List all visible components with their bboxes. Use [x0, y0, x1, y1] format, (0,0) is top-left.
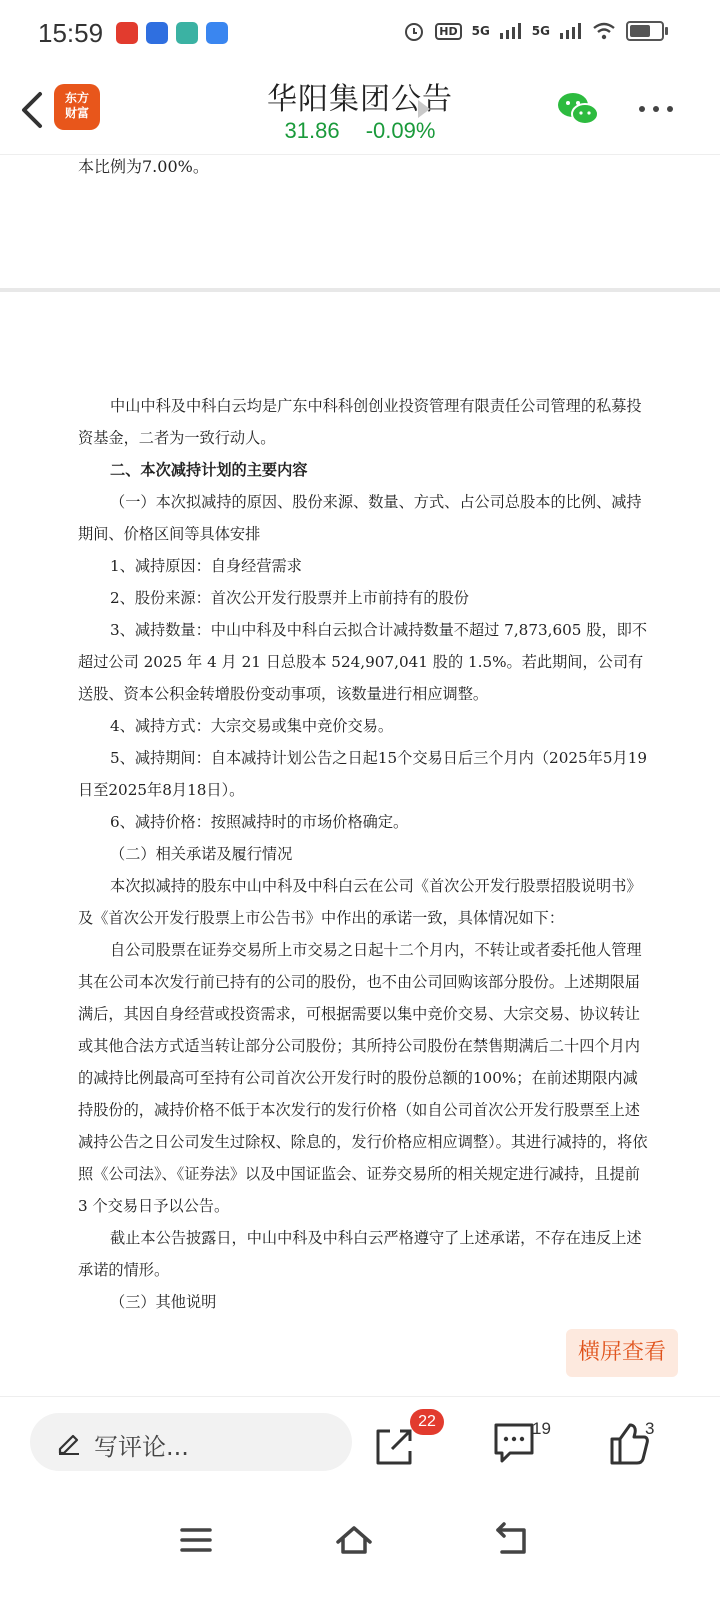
like-count: 3 — [645, 1419, 655, 1438]
more-options-icon[interactable] — [636, 94, 676, 124]
doc-subheading: （三）其他说明 — [110, 1293, 217, 1311]
comment-count: 19 — [532, 1419, 551, 1438]
share-count-badge: 22 — [410, 1409, 444, 1435]
stock-quote[interactable] — [0, 118, 720, 144]
doc-paragraph: 中山中科及中科白云均是广东中科科创创业投资管理有限责任公司管理的私募投资基金，二者为一致行动人。 — [78, 397, 642, 447]
notification-icons — [116, 22, 228, 44]
doc-list-item: 4、减持方式：大宗交易或集中竞价交易。 — [110, 717, 394, 735]
status-time: 15:59 — [38, 18, 104, 48]
doc-paragraph: （一）本次拟减持的原因、股份来源、数量、方式、占公司总股本的比例、减持期间、价格区间等具体安排 — [78, 493, 642, 543]
wechat-share-icon[interactable] — [556, 90, 600, 128]
comment-placeholder: 写评论... — [94, 1433, 189, 1461]
wifi-icon — [592, 22, 616, 40]
doc-list-item: 6、减持价格：按照减持时的市场价格确定。 — [110, 813, 409, 831]
baidu-icon — [146, 22, 168, 44]
bottom-action-bar — [0, 1396, 720, 1491]
alarm-icon — [403, 20, 425, 42]
previous-page-tail: 本比例为7.00%。 — [78, 157, 209, 176]
pencil-icon — [56, 1429, 82, 1455]
logo-line1: 东方 — [64, 91, 89, 105]
page-divider — [0, 288, 720, 292]
doc-list-item: 3、减持数量：中山中科及中科白云拟合计减持数量不超过 7,873,605 股，即不超过公司 2025 年 4 月 21 日总股本 524,907,041 股的 1.5%。若此期间，公司有送股、资本公积金转增股份变动事项，该数量进行相应调整。 — [78, 621, 648, 703]
5g-signal-icon: 5G — [531, 24, 550, 38]
logo-line2: 财富 — [64, 106, 89, 120]
menu-icon[interactable] — [176, 1520, 216, 1560]
back-nav-icon[interactable] — [492, 1520, 532, 1560]
status-bar — [0, 0, 720, 64]
doc-list-item: 2、股份来源：首次公开发行股票并上市前持有的股份 — [110, 589, 469, 607]
signal-bars-icon — [560, 23, 582, 39]
doc-list-item: 5、减持期间：自本减持计划公告之日起15个交易日后三个月内（2025年5月19日至2025年8月18日）。 — [78, 749, 648, 799]
comment-input[interactable] — [30, 1413, 352, 1471]
expand-arrow-icon[interactable] — [418, 100, 430, 118]
document-body — [78, 390, 648, 1318]
system-nav-bar — [0, 1490, 720, 1600]
system-icons — [403, 20, 664, 42]
map-icon — [206, 22, 228, 44]
battery-icon — [626, 21, 664, 41]
doc-subheading: （二）相关承诺及履行情况 — [110, 845, 293, 863]
home-icon[interactable] — [334, 1520, 374, 1560]
app-header — [0, 64, 720, 155]
hotel-icon — [176, 22, 198, 44]
doc-list-item: 1、减持原因：自身经营需求 — [110, 557, 302, 575]
page-title[interactable]: 华阳集团公告 — [267, 82, 453, 117]
doc-section-heading: 二、本次减持计划的主要内容 — [110, 461, 308, 479]
video-app-icon — [116, 22, 138, 44]
announcement-content[interactable] — [0, 154, 720, 1394]
landscape-view-button[interactable]: 横屏查看 — [566, 1329, 678, 1377]
like-thumb-icon[interactable] — [608, 1419, 668, 1469]
stock-change: -0.09% — [365, 118, 436, 143]
signal-bars-icon — [500, 23, 522, 39]
doc-paragraph: 自公司股票在证券交易所上市交易之日起十二个月内，不转让或者委托他人管理其在公司本次发行前已持有的公司的股份，也不由公司回购该部分股份。上述期限届满后，其因自身经营或投资需求，可根据需要以集中竞价交易、大宗交易、协议转让或其他合法方式适当转让部分公司股份；其所持公司股份在禁售期满后二十四个月内的减持比例最高可至持有公司首次公开发行时的股份总额的100%；在前述期限内减持股份的，减持价格不低于本次发行的发行价格（如自公司首次公开发行股票至上述减持公告之日公司发生过除权、除息的，发行价格应相应调整）。其进行减持的，将依照《公司法》、《证券法》以及中国证监会、证券交易所的相关规定进行减持，且提前 3 个交易日予以公告。 — [78, 941, 648, 1215]
5g-signal-icon: 5G — [471, 24, 490, 38]
doc-paragraph: 本次拟减持的股东中山中科及中科白云在公司《首次公开发行股票招股说明书》及《首次公开发行股票上市公告书》中作出的承诺一致，具体情况如下： — [78, 877, 642, 927]
hd-icon: HD — [435, 23, 461, 40]
stock-price: 31.86 — [284, 118, 340, 143]
doc-paragraph: 截止本公告披露日，中山中科及中科白云严格遵守了上述承诺，不存在违反上述承诺的情形。 — [78, 1229, 642, 1279]
